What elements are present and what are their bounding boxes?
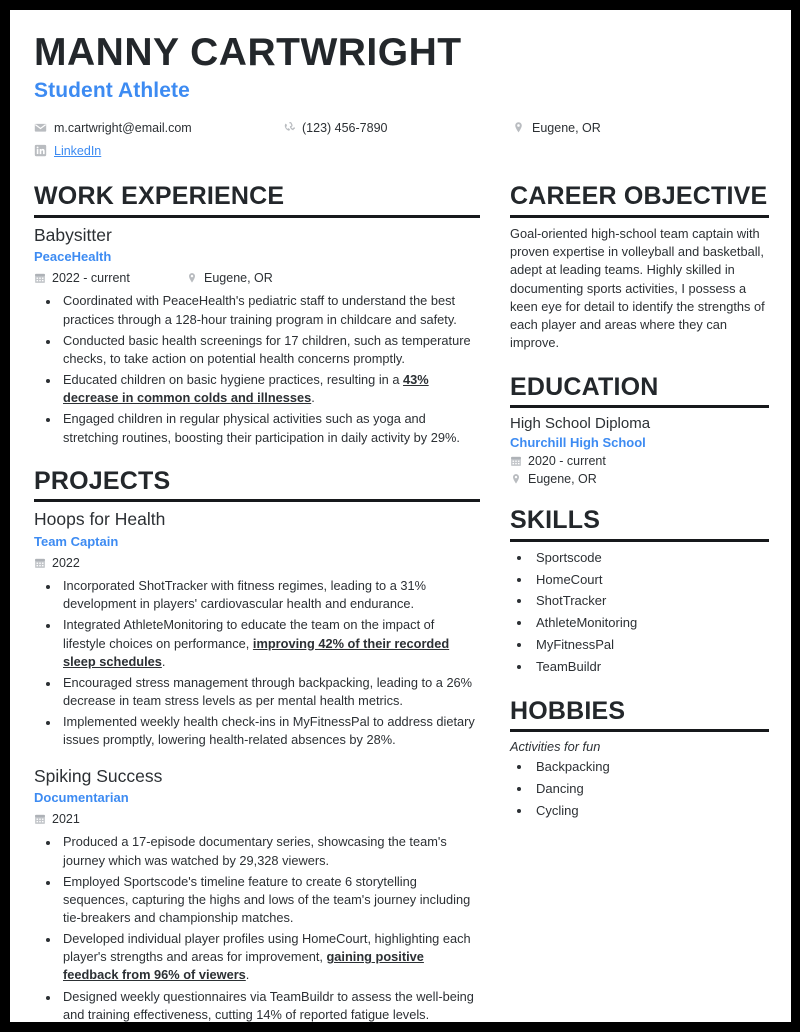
section-heading-work: WORK EXPERIENCE xyxy=(34,182,285,211)
list-item: • TeamBuildr xyxy=(532,658,769,677)
contact-phone-text: (123) 456-7890 xyxy=(302,120,388,135)
project-entry-role: Documentarian xyxy=(34,790,129,806)
section-work-experience xyxy=(34,182,480,447)
project-entry-date xyxy=(34,812,186,826)
project-entry-meta xyxy=(34,554,480,571)
contact-details xyxy=(34,116,769,162)
contact-phone[interactable] xyxy=(282,121,512,135)
work-entry-title: Babysitter xyxy=(34,224,112,245)
section-heading-objective: CAREER OBJECTIVE xyxy=(510,182,768,211)
project-entry-meta xyxy=(34,810,480,827)
education-school: Churchill High School xyxy=(510,435,646,451)
phone-icon xyxy=(282,121,295,134)
section-heading-projects: PROJECTS xyxy=(34,466,171,495)
bullet-item: • Designed weekly questionnaires via TeamBuildr to assess the well-being and training effectiveness, cutting 14% of reported fatigue levels. xyxy=(60,988,480,1022)
project-entry-bullets xyxy=(34,577,480,749)
contact-email[interactable] xyxy=(34,121,282,135)
hobbies-note: Activities for fun xyxy=(510,739,601,755)
list-item: • ShotTracker xyxy=(532,592,769,611)
calendar-icon xyxy=(510,455,522,467)
work-entry-bullets xyxy=(34,292,480,446)
location-pin-icon xyxy=(512,121,525,134)
linkedin-icon xyxy=(34,144,47,157)
resume-header xyxy=(34,32,769,162)
section-divider xyxy=(510,729,769,732)
section-divider xyxy=(510,405,769,408)
resume-body xyxy=(34,182,769,1022)
bullet-item: • Incorporated ShotTracker with fitness regimes, leading to a 31% development in players' cardiovascular health and endurance. xyxy=(60,577,480,613)
list-item: • AthleteMonitoring xyxy=(532,614,769,633)
section-heading-education: EDUCATION xyxy=(510,372,659,401)
section-career-objective xyxy=(510,182,769,353)
bullet-item: • Educated children on basic hygiene practices, resulting in a 43% decrease in common colds and illnesses. xyxy=(60,371,480,407)
contact-email-text: m.cartwright@email.com xyxy=(54,120,192,135)
career-objective-text: Goal-oriented high-school team captain with proven expertise in volleyball and basketball, adept at leading teams. Highly skilled in documenting sports activities, I possess a keen eye for detail to identify the strengths of each player and areas where they can improve. xyxy=(510,225,765,351)
section-divider xyxy=(510,215,769,218)
right-column xyxy=(496,182,769,1022)
location-pin-icon xyxy=(186,272,198,284)
bullet-item: • Conducted basic health screenings for 17 children, such as temperature checks, to take action on potential health concerns promptly. xyxy=(60,332,480,368)
section-hobbies xyxy=(510,697,769,821)
hobbies-list xyxy=(510,758,769,821)
section-divider xyxy=(34,499,480,502)
bullet-item: • Produced a 17-episode documentary series, showcasing the team's journey which was watched by 29,328 viewers. xyxy=(60,833,480,869)
list-item: • MyFitnessPal xyxy=(532,636,769,655)
list-item: • Dancing xyxy=(532,780,769,799)
candidate-job-title: Student Athlete xyxy=(34,79,190,103)
project-entry xyxy=(34,766,480,1022)
section-skills xyxy=(510,506,769,677)
project-entry-title: Spiking Success xyxy=(34,765,163,786)
education-degree: High School Diploma xyxy=(510,415,651,433)
resume-page xyxy=(10,10,791,1022)
envelope-icon xyxy=(34,121,47,134)
project-entry-date xyxy=(34,556,186,570)
calendar-icon xyxy=(34,272,46,284)
list-item: • HomeCourt xyxy=(532,571,769,590)
project-entry-bullets xyxy=(34,833,480,1022)
calendar-icon xyxy=(34,813,46,825)
work-entry-org: PeaceHealth xyxy=(34,249,112,265)
bullet-item: • Coordinated with PeaceHealth's pediatric staff to understand the best practices through a 128-hour training program in childcare and safety. xyxy=(60,292,480,328)
bullet-item: • Implemented weekly health check-ins in MyFitnessPal to address dietary issues promptly, lowering health-related absences by 28%. xyxy=(60,713,480,749)
bullet-item: • Integrated AthleteMonitoring to educate the team on the impact of lifestyle choices on performance, improving 42% of their recorded sleep schedules. xyxy=(60,616,480,670)
bullet-item: • Developed individual player profiles using HomeCourt, highlighting each player's strengths and areas for improvement, gaining positive feedback from 96% of viewers. xyxy=(60,930,480,984)
skills-list xyxy=(510,549,769,677)
work-entry-date xyxy=(34,271,186,285)
section-heading-hobbies: HOBBIES xyxy=(510,696,626,725)
list-item: • Sportscode xyxy=(532,549,769,568)
contact-row-primary xyxy=(34,116,769,139)
work-entry-location-text: Eugene, OR xyxy=(204,270,273,285)
contact-linkedin-link[interactable]: LinkedIn xyxy=(54,143,102,158)
project-entry-date-text: 2022 xyxy=(52,555,80,570)
project-entry-date-text: 2021 xyxy=(52,811,80,826)
project-entry-role: Team Captain xyxy=(34,534,119,550)
project-entry-title: Hoops for Health xyxy=(34,509,166,530)
contact-linkedin[interactable] xyxy=(34,144,101,158)
work-entry-meta xyxy=(34,269,480,286)
education-location-text: Eugene, OR xyxy=(528,472,597,487)
section-divider xyxy=(34,215,480,218)
section-education xyxy=(510,373,769,487)
contact-location-text: Eugene, OR xyxy=(532,120,601,135)
section-divider xyxy=(510,539,769,542)
location-pin-icon xyxy=(510,473,522,485)
candidate-name: MANNY CARTWRIGHT xyxy=(34,31,462,74)
section-projects xyxy=(34,467,480,1022)
contact-row-secondary xyxy=(34,139,769,162)
list-item: • Backpacking xyxy=(532,758,769,777)
education-meta xyxy=(510,454,769,486)
work-entry-location xyxy=(186,271,273,285)
education-date xyxy=(510,454,769,468)
bullet-item: • Encouraged stress management through backpacking, leading to a 26% decrease in team stress levels as per mental health metrics. xyxy=(60,674,480,710)
calendar-icon xyxy=(34,557,46,569)
work-entry-date-text: 2022 - current xyxy=(52,270,130,285)
education-location xyxy=(510,472,769,486)
education-date-text: 2020 - current xyxy=(528,454,606,469)
bullet-item: • Engaged children in regular physical activities such as yoga and stretching routines, boosting their participation in daily activity by 29%. xyxy=(60,410,480,446)
list-item: • Cycling xyxy=(532,802,769,821)
work-entry xyxy=(34,225,480,447)
section-heading-skills: SKILLS xyxy=(510,506,601,535)
bullet-item: • Employed Sportscode's timeline feature to create 6 storytelling sequences, capturing the highs and lows of the team's journey including tie-breakers and championship matches. xyxy=(60,873,480,927)
left-column xyxy=(34,182,496,1022)
contact-location xyxy=(512,121,601,135)
project-entry xyxy=(34,509,480,749)
